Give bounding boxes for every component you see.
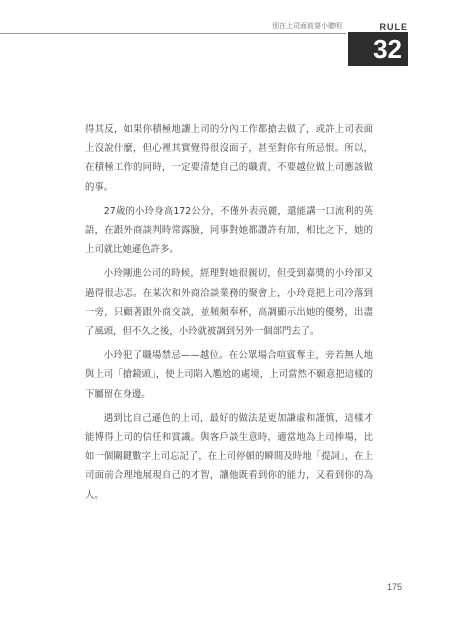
rule-tab [346, 18, 408, 70]
paragraph: 小玲剛進公司的時候，經理對她很親切，但受到嘉獎的小玲卻又過得很忐忑。在某次和外商洽談業務的聚會上，小玲竟把上司冷落到一旁，只顧著跟外商交談，並頻頻奉杯，高調顯示出她的優勢，出盡了風頭，但不久之後，小玲就被調到另外一個部門去了。 [85, 268, 373, 338]
body-text [85, 120, 373, 505]
paragraph: 得其反，如果你積極地讓上司的分內工作都搶去做了，或許上司表面上沒說什麼，但心裡其實覺得很沒面子，甚至對你有所忌恨。所以，在積極工作的同時，一定要清楚自己的職責，不要越位做上司應該做的事。 [85, 124, 373, 193]
header-rule [0, 33, 388, 34]
rule-tab-number: 32 [348, 32, 408, 66]
running-header-title: 別在上司面前耍小聰明 [272, 22, 342, 30]
paragraph: 小玲犯了職場禁忌——越位。在公眾場合喧賓奪主，旁若無人地與上司「搶鏡頭」，使上司陷入尷尬的處境，上司當然不願意把這樣的下屬留在身邊。 [85, 350, 373, 400]
rule-tab-label: RULE [379, 22, 408, 32]
page-number: 175 [386, 582, 402, 592]
paragraph: 27歲的小玲身高172公分，不僅外表亮麗，還能講一口流利的英語，在跟外商談判時常露臉，同事對她都讚許有加，相比之下，她的上司就比她遜色許多。 [85, 205, 373, 256]
paragraph: 遇到比自己遜色的上司，最好的做法是更加謙虛和謹慎，這樣才能博得上司的信任和賞識。與客戶談生意時，適當地為上司捧場，比如一個關鍵數字上司忘記了，在上司停頓的瞬間及時地「提詞」，在上司面前合理地展現自己的才智，讓他既看到你的能力，又看到你的為人。 [85, 412, 373, 501]
